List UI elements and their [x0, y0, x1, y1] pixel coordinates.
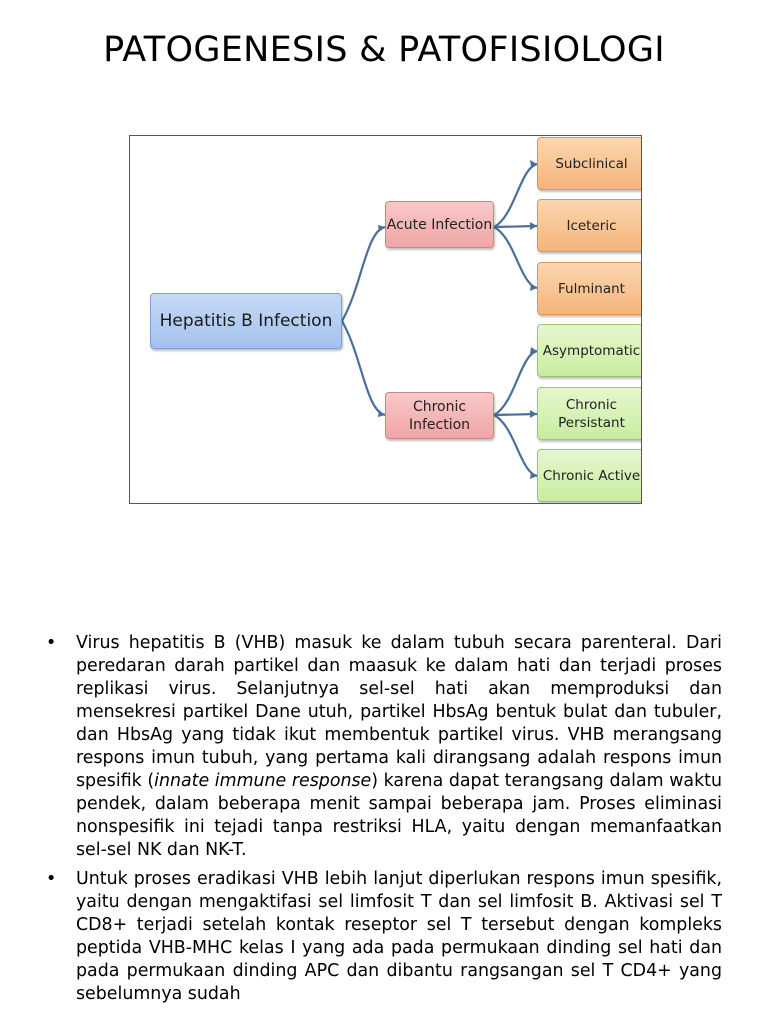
- subclinical-node: Subclinical: [537, 137, 642, 190]
- root-node: Hepatitis B Infection: [150, 293, 342, 349]
- paragraph-1-emphasis: innate immune response: [154, 771, 372, 791]
- paragraph-2-text: Untuk proses eradikasi VHB lebih lanjut diperlukan respons imun spesifik, yaitu dengan mengaktifasi sel limfosit T dan sel limfosit B. Aktivasi sel T CD8+ terjadi setelah kontak reseptor sel T tersebut dengan kompleks peptida VHB-MHC kelas I yang ada pada permukaan dinding sel hati dan pada permukaan dinding APC dan dibantu rangsangan sel T CD4+ yang sebelumnya sudah: [76, 869, 722, 1004]
- chronic-persistant-node: Chronic Persistant: [537, 387, 642, 440]
- iceteric-node: Iceteric: [537, 199, 642, 252]
- connector-acute-fulminant: [494, 227, 537, 288]
- connector-chronic-active: [494, 415, 537, 476]
- paragraph-1-text-a: Virus hepatitis B (VHB) masuk ke dalam tubuh secara parenteral. Dari peredaran darah partikel dan maasuk ke dalam hati dan terjadi proses replikasi virus. Selanjutnya sel-sel hati akan memproduksi dan mensekresi partikel Dane utuh, partikel HbsAg bentuk bulat dan tubuler, dan HbsAg yang tidak ikut membentuk partikel virus. VHB merangsang respons imun tubuh, yang pertama kali dirangsang adalah respons imun spesifik (: [76, 633, 722, 791]
- paragraph-1: [46, 632, 722, 862]
- body-text: [46, 632, 722, 1012]
- bullet-icon: •: [46, 869, 57, 889]
- bullet-icon: •: [46, 633, 57, 653]
- paragraph-1-text-b: ) karena dapat terangsang dalam waktu pendek, dalam beberapa menit sampai beberapa jam. Proses eliminasi nonspesifik ini tejadi tanpa restriksi HLA, yaitu dengan memanfaatkan sel-sel NK dan NK-T.: [76, 771, 722, 860]
- acute-infection-node: Acute Infection: [385, 201, 494, 248]
- fulminant-node: Fulminant: [537, 262, 642, 315]
- hepatitis-b-diagram: [129, 135, 642, 504]
- connector-root-acute: [342, 227, 385, 321]
- asymptomatic-node: Asymptomatic: [537, 324, 642, 377]
- connector-root-chronic: [342, 321, 385, 415]
- connector-chronic-asymptomatic: [494, 351, 537, 415]
- connector-acute-subclinical: [494, 164, 537, 227]
- chronic-active-node: Chronic Active: [537, 449, 642, 502]
- paragraph-2: [46, 868, 722, 1006]
- chronic-infection-node: Chronic Infection: [385, 392, 494, 439]
- page-title: PATOGENESIS & PATOFISIOLOGI: [103, 30, 665, 70]
